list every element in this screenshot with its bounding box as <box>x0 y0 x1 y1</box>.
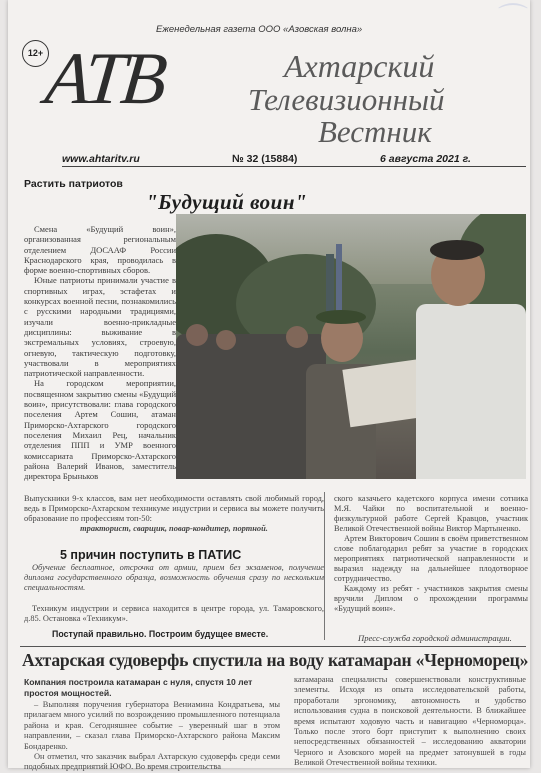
headline-text: Будущий воин <box>158 190 296 214</box>
website-url: www.ahtaritv.ru <box>62 153 140 165</box>
photo-official-hair <box>430 240 484 260</box>
article-column-3 <box>334 494 528 614</box>
article2-lead: Компания построила катамаран с нуля, спустя 10 лет простоя мощностей. <box>24 677 253 698</box>
section-divider <box>20 646 526 647</box>
paragraph: ского казачьего кадетского корпуса имени сотника М.Я. Чайки по воспитательной и военно-физкультурной работе Сергей Кравцов, участник Великой Отечественной войны Виктор Мартыненко. <box>334 494 528 533</box>
ad-column <box>24 494 324 534</box>
article2-column-left <box>24 700 280 773</box>
ad-reasons-block <box>24 563 324 593</box>
publisher-line: Еженедельная газета ООО «Азовская волна» <box>156 24 363 35</box>
ad-professions: тракторист, сварщик, повар-кондитер, портной. <box>80 524 268 533</box>
paragraph: На городском мероприятии, посвященном закрытию смены «Будущий воин», присутствовали: глава городского поселения Артем Сошин, атаман Приморско-Ахтарского городского поселения Михаил Рец, начальник отделения ППП и УМР военного комиссариата Приморско-Ахтарского района Валерий Иванов, заместитель директора Брыньков <box>24 378 176 482</box>
photo-head <box>186 324 208 346</box>
age-rating-badge: 12+ <box>22 40 49 67</box>
article-headline: "Будущий воин" <box>146 190 308 214</box>
paragraph: Он отметил, что заказчик выбрал Ахтарскую судоверфь среди семи подобных предприятий ЮФО. Во время строительства <box>24 752 280 772</box>
corner-mark: ⌒ <box>498 2 528 37</box>
ad-title-text: 5 причин поступить в ПАТИС <box>60 548 242 562</box>
ad-address: Техникум индустрии и сервиса находится в центре города, ул. Тамаровского, д.85. Остановка «Техникум». <box>24 604 324 623</box>
ad-intro: Выпускники 9-х классов, вам нет необходимости оставлять свой любимый город, ведь в Приморско-Ахтарском техникуме индустрии и сервиса вы можете получить образование по профессиям топ-50: <box>24 494 324 523</box>
masthead-divider <box>62 166 526 167</box>
photo-beret <box>316 310 366 324</box>
logo-abbreviation: АТВ <box>41 38 168 120</box>
article-column-1 <box>24 224 176 481</box>
photo-head <box>216 330 236 350</box>
logo-title-line2: Телевизионный <box>248 82 445 117</box>
paragraph: катамарана специалисты совершенствовали конструктивные элементы. Исходя из опыта исследовательской работы, проработали эргономику, автономность и удобство использования судна в поисковой деятельности. В ближайшее время испытают ходовую часть и навигацию «Черноморца». Только после этого борт приступит к выполнению своих непосредственных обязанностей – исследованию акватории Черного и Азовского морей на предмет затонувшей в годы Великой Отечественной войны техники. <box>294 675 526 768</box>
photo-head <box>286 326 308 348</box>
issue-number: № 32 (15884) <box>232 153 298 165</box>
section-label: Растить патриотов <box>24 178 123 190</box>
ad-title <box>60 548 241 562</box>
paragraph: Каждому из ребят - участников закрытия смены вручили Диплом о прохождении программы «Будущий воин». <box>334 584 528 613</box>
paragraph: Артем Викторович Сошин в своём приветственном слове поблагодарил ребят за участие в городских мероприятиях патриотической направленности и выразил надежду на дальнейшее плодотворное сотрудничество. <box>334 534 528 583</box>
column-divider <box>324 492 325 640</box>
photo-crowd <box>176 334 326 479</box>
press-credit: Пресс-служба городской администрации. <box>358 633 512 643</box>
logo-title-line3: Вестник <box>318 114 432 149</box>
article-photo <box>176 214 526 479</box>
ad-footer: Поступай правильно. Построим будущее вместе. <box>52 629 269 639</box>
logo-title-line1: Ахтарский <box>284 48 435 84</box>
ad-reasons: Обучение бесплатное, отсрочка от армии, прием без экзаменов, получение диплома государственного образца, возможность обучения сразу по нескольким специальностям. <box>24 563 324 592</box>
photo-official <box>416 304 526 479</box>
newspaper-page <box>8 0 530 772</box>
paragraph: Смена «Будущий воин», организованная региональным отделением ДОСААФ России Краснодарского края, проводилась в форме военно-спортивных сборов. <box>24 224 176 276</box>
paragraph: Юные патриоты принимали участие в спортивных играх, эстафетах и конкурсах военной песни, познакомились с русскими народными традициями, изучали военно-прикладные дисциплины: выживание в экстремальных условиях, строевую, огневую, тактическую подготовку, участвовали в мероприятиях патриотической направленности. <box>24 275 176 379</box>
article2-headline: Ахтарская судоверфь спустила на воду катамаран «Черноморец» <box>22 650 529 670</box>
article2-column-right <box>294 675 526 769</box>
paragraph: – Выполняя поручения губернатора Вениамина Кондратьева, мы прилагаем много усилий по возрождению промышленного потенциала района и края. Сегодняшнее событие – уверенный шаг в этом направлении, – сказал глава Приморско-Ахтарского района Максим Бондаренко. <box>24 700 280 751</box>
issue-date: 6 августа 2021 г. <box>380 153 471 165</box>
ad-address-block <box>24 604 324 624</box>
